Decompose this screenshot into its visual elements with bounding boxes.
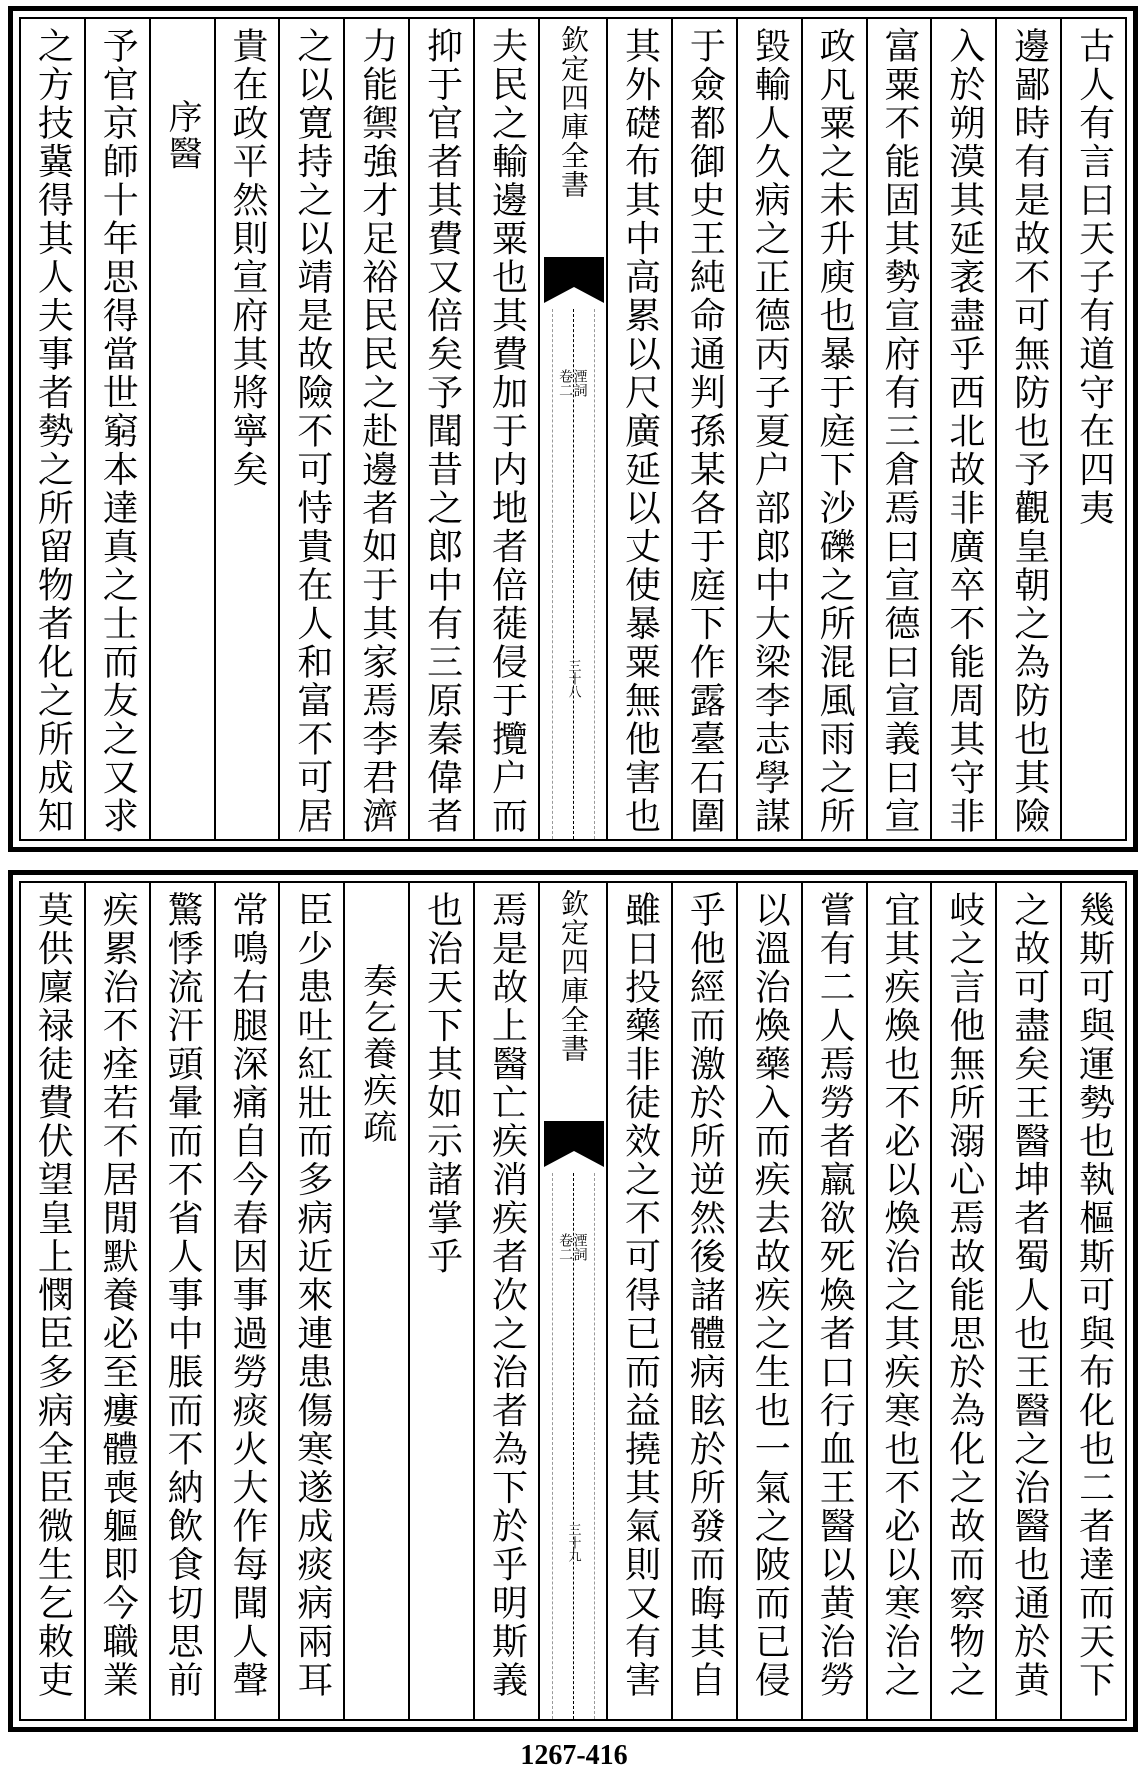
column-text: 抑于官者其費又倍矣予聞昔之郎中有三原秦偉者 [421, 27, 463, 836]
text-columns [21, 883, 1125, 1719]
collection-name: 湮詞 [571, 1233, 588, 1261]
volume-label: 卷二 [557, 1233, 574, 1261]
column-text: 于僉都御史王純命通判孫某各于庭下作露臺石圍 [684, 27, 726, 836]
text-column [21, 19, 84, 839]
section-title-column [343, 883, 408, 1719]
column-text: 宜其疾煥也不必以煥治之其疾寒也不必以寒治之 [878, 891, 920, 1700]
column-text: 幾斯可與運勢也執樞斯可與布化也二者達而天下 [1073, 891, 1115, 1700]
text-column [930, 883, 995, 1719]
column-text: 富粟不能固其勢宣府有三倉焉曰宣德曰宣義曰宣 [878, 27, 920, 836]
column-text: 常鳴右腿深痛自今春因事過勞痰火大作每聞人聲 [227, 891, 269, 1700]
column-text: 雖日投藥非徒效之不可得已而益撓其氣則又有害 [619, 891, 661, 1700]
column-text: 之方技冀得其人夫事者勢之所留物者化之所成知 [32, 27, 74, 836]
text-column [408, 883, 473, 1719]
section-title-column [149, 19, 214, 839]
column-text: 岐之言他無所溺心焉故能思於為化之故而察物之 [943, 891, 985, 1700]
fold-line [552, 309, 553, 839]
catalog-number: 1267-416 [520, 1740, 628, 1771]
text-column [866, 883, 931, 1719]
column-text: 其外礎布其中高累以尺廣延以丈使暴粟無他害也 [619, 27, 661, 836]
text-column [736, 19, 801, 839]
text-column [995, 883, 1060, 1719]
page-frame [19, 17, 1127, 841]
text-column [278, 19, 343, 839]
text-column [84, 19, 149, 839]
text-column [671, 883, 736, 1719]
volume-label: 卷二 [557, 369, 574, 397]
fish-tail-mark-icon [544, 1121, 604, 1167]
column-text: 之以寛持之以靖是故險不可恃貴在人和富不可居 [291, 27, 333, 836]
text-column [21, 883, 84, 1719]
column-text: 以溫治煥藥入而疾去故疾之生也一氣之陂而已侵 [749, 891, 791, 1700]
text-column [214, 883, 279, 1719]
column-text: 邊鄙時有是故不可無防也予觀皇朝之為防也其險 [1008, 27, 1050, 836]
text-column [343, 19, 408, 839]
column-text: 也治天下其如示諸掌乎 [421, 891, 463, 1276]
column-text: 入於朔漠其延袤盡乎西北故非廣卒不能周其守非 [943, 27, 985, 836]
text-column [930, 19, 995, 839]
text-columns [21, 19, 1125, 839]
text-column [801, 883, 866, 1719]
page-top [8, 6, 1138, 852]
text-column [995, 19, 1060, 839]
column-text: 力能禦強才足裕民民之赴邊者如于其家焉李君濟 [356, 27, 398, 836]
column-text: 夫民之輸邊粟也其費加于内地者倍蓰侵于攬户而 [486, 27, 528, 836]
column-text: 之故可盡矣王醫坤者蜀人也王醫之治醫也通於黄 [1008, 891, 1050, 1700]
fold-line [594, 1173, 595, 1719]
text-column [1060, 19, 1125, 839]
column-text: 臣少患吐紅壯而多病近來連患傷寒遂成痰病兩耳 [291, 891, 333, 1700]
section-title: 序醫 [162, 99, 203, 172]
section-title: 奏乞養疾疏 [356, 963, 397, 1146]
column-text: 嘗有二人焉勞者羸欲死煥者口行血王醫以黄治勞 [814, 891, 856, 1700]
text-column [149, 883, 214, 1719]
text-column [214, 19, 279, 839]
fold-line [594, 309, 595, 839]
text-column [866, 19, 931, 839]
center-fold [538, 883, 606, 1719]
text-column [606, 19, 671, 839]
page-number: 三十八 [565, 659, 581, 698]
collection-name: 湮詞 [571, 369, 588, 397]
text-column [84, 883, 149, 1719]
page-bottom [8, 870, 1138, 1732]
text-column [473, 19, 538, 839]
column-text: 乎他經而激於所逆然後諸體病眩於所發而晦其自 [684, 891, 726, 1700]
column-text: 毀輸人久病之正德丙子夏户部郎中大梁李志學謀 [749, 27, 791, 836]
text-column [671, 19, 736, 839]
text-column [278, 883, 343, 1719]
page-number: 三十九 [565, 1523, 581, 1562]
column-text: 疾累治不痊若不居閒默養必至瘻體喪軀即今職業 [97, 891, 139, 1700]
text-column [473, 883, 538, 1719]
text-column [801, 19, 866, 839]
column-text: 古人有言曰天子有道守在四夷 [1073, 27, 1115, 528]
text-column [736, 883, 801, 1719]
text-column [606, 883, 671, 1719]
column-text: 莫供廩禄徒費伏望皇上憫臣多病全臣微生乞敕吏 [32, 891, 74, 1700]
column-text: 驚悸流汗頭暈而不省人事中脹而不納飲食切思前 [162, 891, 204, 1700]
page-frame [19, 881, 1127, 1721]
column-text: 貴在政平然則宣府其將寧矣 [227, 27, 269, 489]
fish-tail-mark-icon [544, 257, 604, 303]
column-text: 焉是故上醫亡疾消疾者次之治者為下於乎明斯義 [486, 891, 528, 1700]
column-text: 政凡粟之未升庾也暴于庭下沙礫之所混風雨之所 [814, 27, 856, 836]
fold-line [552, 1173, 553, 1719]
center-fold [538, 19, 606, 839]
book-title: 欽定四庫全書 [556, 25, 590, 199]
text-column [1060, 883, 1125, 1719]
book-title: 欽定四庫全書 [556, 889, 590, 1063]
text-column [408, 19, 473, 839]
column-text: 予官京師十年思得當世窮本達真之士而友之又求 [97, 27, 139, 836]
